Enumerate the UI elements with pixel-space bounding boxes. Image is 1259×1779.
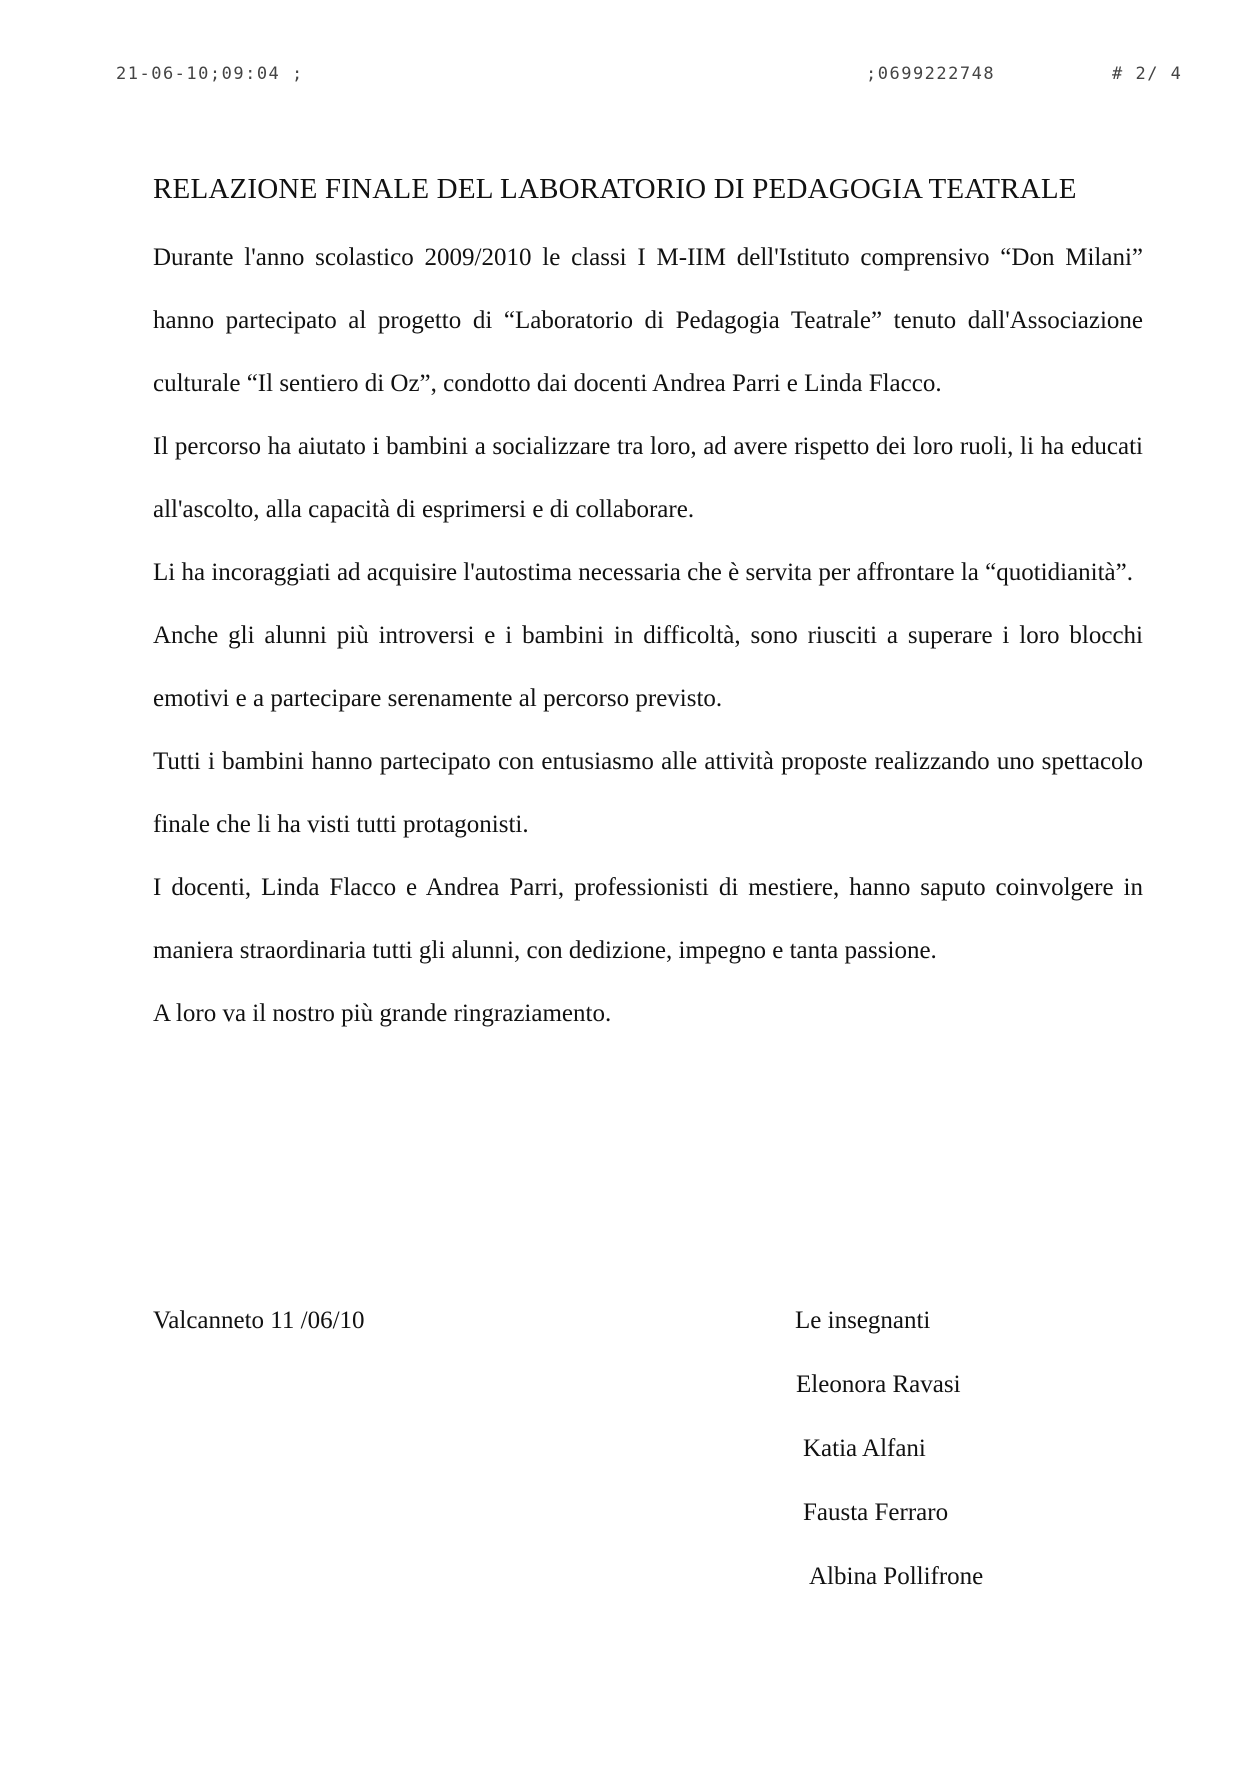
paragraph: Li ha incoraggiati ad acquisire l'autostima necessaria che è servita per affrontare la “quotidianità”. — [153, 559, 1133, 586]
signature-name: Albina Pollifrone — [809, 1563, 984, 1590]
fax-page-counter: # 2/ 4 — [1112, 64, 1183, 84]
document-body — [153, 226, 1143, 1045]
signature-name: Fausta Ferraro — [803, 1499, 949, 1526]
fax-number: ;0699222748 — [866, 64, 996, 84]
signature-name: Eleonora Ravasi — [796, 1371, 961, 1398]
fax-header — [0, 64, 1259, 94]
signature-block — [795, 1307, 983, 1627]
paragraph: Durante l'anno scolastico 2009/2010 le classi I M-IIM dell'Istituto comprensivo “Don Milani” hanno partecipato al progetto di “Laboratorio di Pedagogia Teatrale” tenuto dall'Associazione culturale “Il sentiero di Oz”, condotto dai docenti Andrea Parri e Linda Flacco. — [153, 244, 1143, 397]
place-date: Valcanneto 11 /06/10 — [153, 1307, 365, 1334]
paragraph: Il percorso ha aiutato i bambini a socializzare tra loro, ad avere rispetto dei loro ruoli, li ha educati all'ascolto, alla capacità di esprimersi e di collaborare. — [153, 433, 1143, 523]
signature-heading: Le insegnanti — [795, 1307, 931, 1334]
fax-timestamp: 21-06-10;09:04 ; — [116, 64, 304, 84]
paragraph: I docenti, Linda Flacco e Andrea Parri, professionisti di mestiere, hanno saputo coinvolgere in maniera straordinaria tutti gli alunni, con dedizione, impegno e tanta passione. — [153, 874, 1143, 964]
paragraph: Tutti i bambini hanno partecipato con entusiasmo alle attività proposte realizzando uno spettacolo finale che li ha visti tutti protagonisti. — [153, 748, 1143, 838]
document-title: RELAZIONE FINALE DEL LABORATORIO DI PEDAGOGIA TEATRALE — [153, 173, 1077, 205]
paragraph: A loro va il nostro più grande ringraziamento. — [153, 1000, 612, 1027]
signature-name: Katia Alfani — [803, 1435, 926, 1462]
paragraph: Anche gli alunni più introversi e i bambini in difficoltà, sono riusciti a superare i loro blocchi emotivi e a partecipare serenamente al percorso previsto. — [153, 622, 1143, 712]
